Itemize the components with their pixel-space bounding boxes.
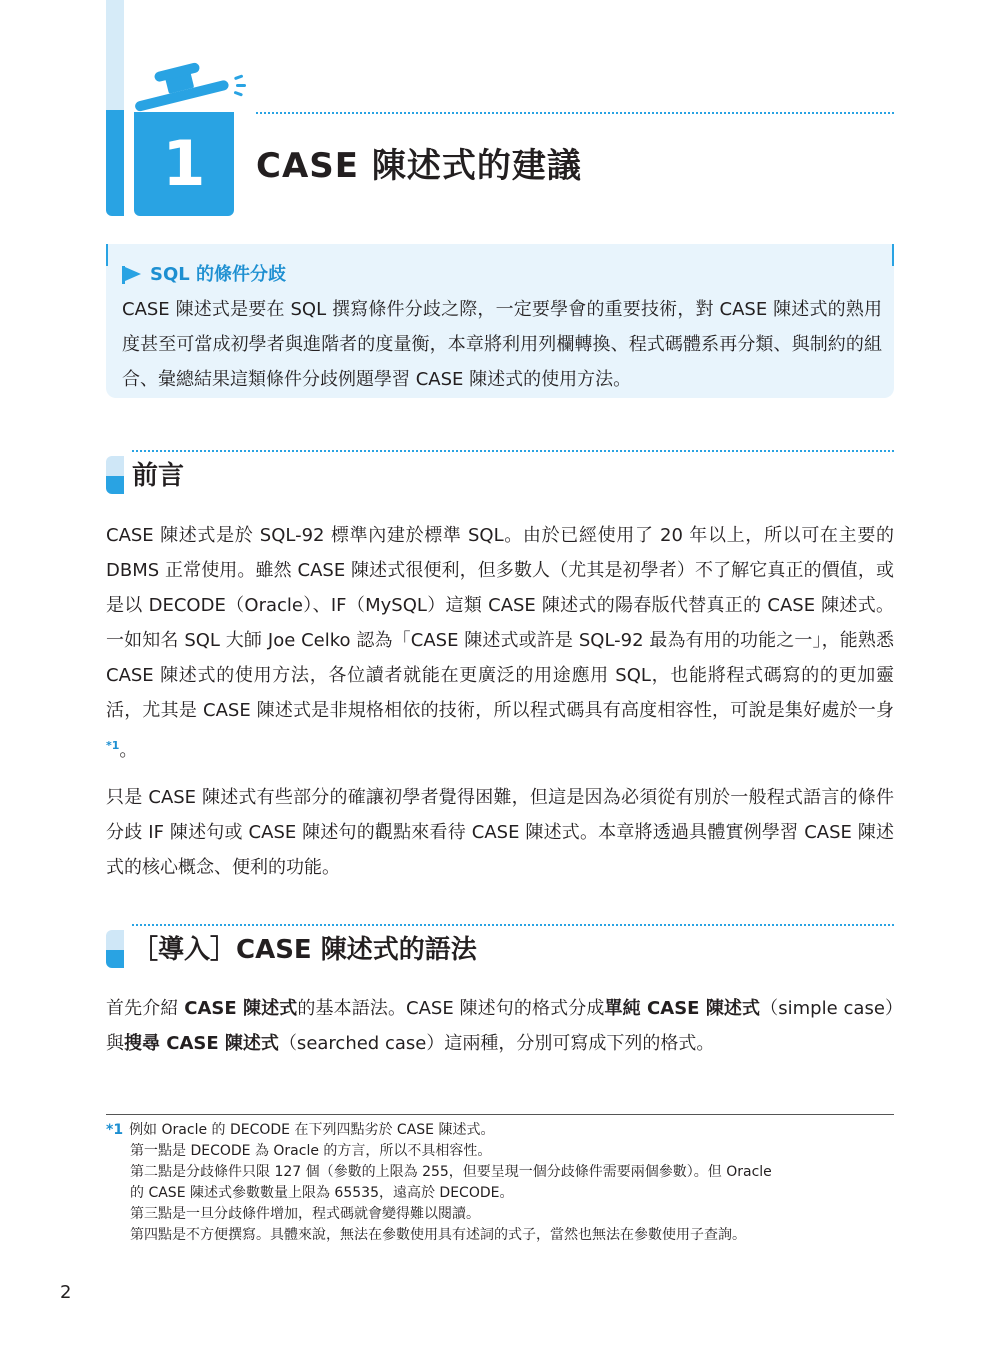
keyword-case-expression: CASE 陳述式 xyxy=(184,998,298,1019)
chapter-number: 1 xyxy=(134,112,234,216)
intro-heading-text: SQL 的條件分歧 xyxy=(150,264,287,285)
footnote-lead-line xyxy=(106,1120,894,1141)
page-number: 2 xyxy=(60,1282,72,1303)
footnote xyxy=(106,1120,894,1246)
intro-heading xyxy=(122,262,286,288)
section-title: ［導入］CASE 陳述式的語法 xyxy=(132,935,477,965)
footnote-line: 第一點是 DECODE 為 Oracle 的方言，所以不具相容性。 xyxy=(130,1143,492,1159)
section-marker xyxy=(106,456,124,494)
footnote-ref[interactable]: *1 xyxy=(106,739,120,752)
intro-box-edge-left xyxy=(106,244,108,266)
body-text: 首先介紹 xyxy=(106,998,185,1019)
keyword-simple-case: 單純 CASE 陳述式 xyxy=(604,998,761,1019)
section-title: 前言 xyxy=(132,461,185,491)
section-divider xyxy=(132,450,894,452)
body-paragraph xyxy=(106,991,894,1061)
section-divider xyxy=(132,924,894,926)
body-paragraph xyxy=(106,518,894,768)
intro-box-edge-right xyxy=(892,244,894,266)
footnote-line: 第三點是一旦分歧條件增加，程式碼就會變得難以閱讀。 xyxy=(130,1206,480,1222)
keyword-searched-case: 搜尋 CASE 陳述式 xyxy=(124,1033,279,1054)
body-text: （searched case）這兩種，分別可寫成下列的格式。 xyxy=(278,1033,715,1054)
footnote-line: 的 CASE 陳述式參數數量上限為 65535，遠高於 DECODE。 xyxy=(130,1185,514,1201)
footnote-lead: 例如 Oracle 的 DECODE 在下列四點劣於 CASE 陳述式。 xyxy=(129,1122,495,1138)
body-text: CASE 陳述式是於 SQL-92 標準內建於標準 SQL。由於已經使用了 20 年以上，所以可在主要的 DBMS 正常使用。雖然 CASE 陳述式很便利，但多數人（尤其是初學者）不了解它真正的價值，或是以 DECODE（Oracle）、IF（MySQL）這類 CASE 陳述式的陽春版代替真正的 CASE 陳述式。一如知名 SQL 大師 Joe Celko 認為「CASE 陳述式或許是 SQL-92 最為有用的功能之一」，能熟悉 CASE 陳述式的使用方法，各位讀者就能在更廣泛的用途應用 SQL，也能將程式碼寫的的更加靈活，尤其是 CASE 陳述式是非規格相依的技術，所以程式碼具有高度相容性，可說是集好處於一身 xyxy=(106,525,894,721)
section-marker xyxy=(106,930,124,968)
intro-box xyxy=(106,244,894,398)
body-text: 的基本語法。CASE 陳述句的格式分成 xyxy=(297,998,605,1019)
body-paragraph: 只是 CASE 陳述式有些部分的確讓初學者覺得困難，但這是因為必須從有別於一般程式語言的條件分歧 IF 陳述句或 CASE 陳述句的觀點來看待 CASE 陳述式。本章將透過具體實例學習 CASE 陳述式的核心概念、便利的功能。 xyxy=(106,787,894,878)
chapter-title: CASE 陳述式的建議 xyxy=(256,146,582,186)
chapter-strip-bottom xyxy=(106,110,124,216)
chapter-strip-top xyxy=(106,0,124,110)
footnote-line: 第四點是不方便撰寫。具體來說，無法在參數使用具有述詞的式子，當然也無法在參數使用子查詢。 xyxy=(130,1227,746,1243)
footnote-line: 第二點是分歧條件只限 127 個（參數的上限為 255，但要呈現一個分歧條件需要兩個參數）。但 Oracle xyxy=(130,1164,772,1180)
body-text-end: 。 xyxy=(119,740,138,761)
pot-lid-icon xyxy=(130,56,250,112)
header-divider xyxy=(256,112,894,114)
footnote-divider xyxy=(106,1114,894,1115)
footnote-mark: *1 xyxy=(106,1122,124,1138)
flag-icon xyxy=(122,266,142,284)
body-text: （simple case）與 xyxy=(106,998,895,1054)
intro-text: CASE 陳述式是要在 SQL 撰寫條件分歧之際，一定要學會的重要技術，對 CASE 陳述式的熟用度甚至可當成初學者與進階者的度量衡，本章將利用列欄轉換、程式碼體系再分類、與制約的組合、彙總結果這類條件分歧例題學習 CASE 陳述式的使用方法。 xyxy=(122,299,882,390)
